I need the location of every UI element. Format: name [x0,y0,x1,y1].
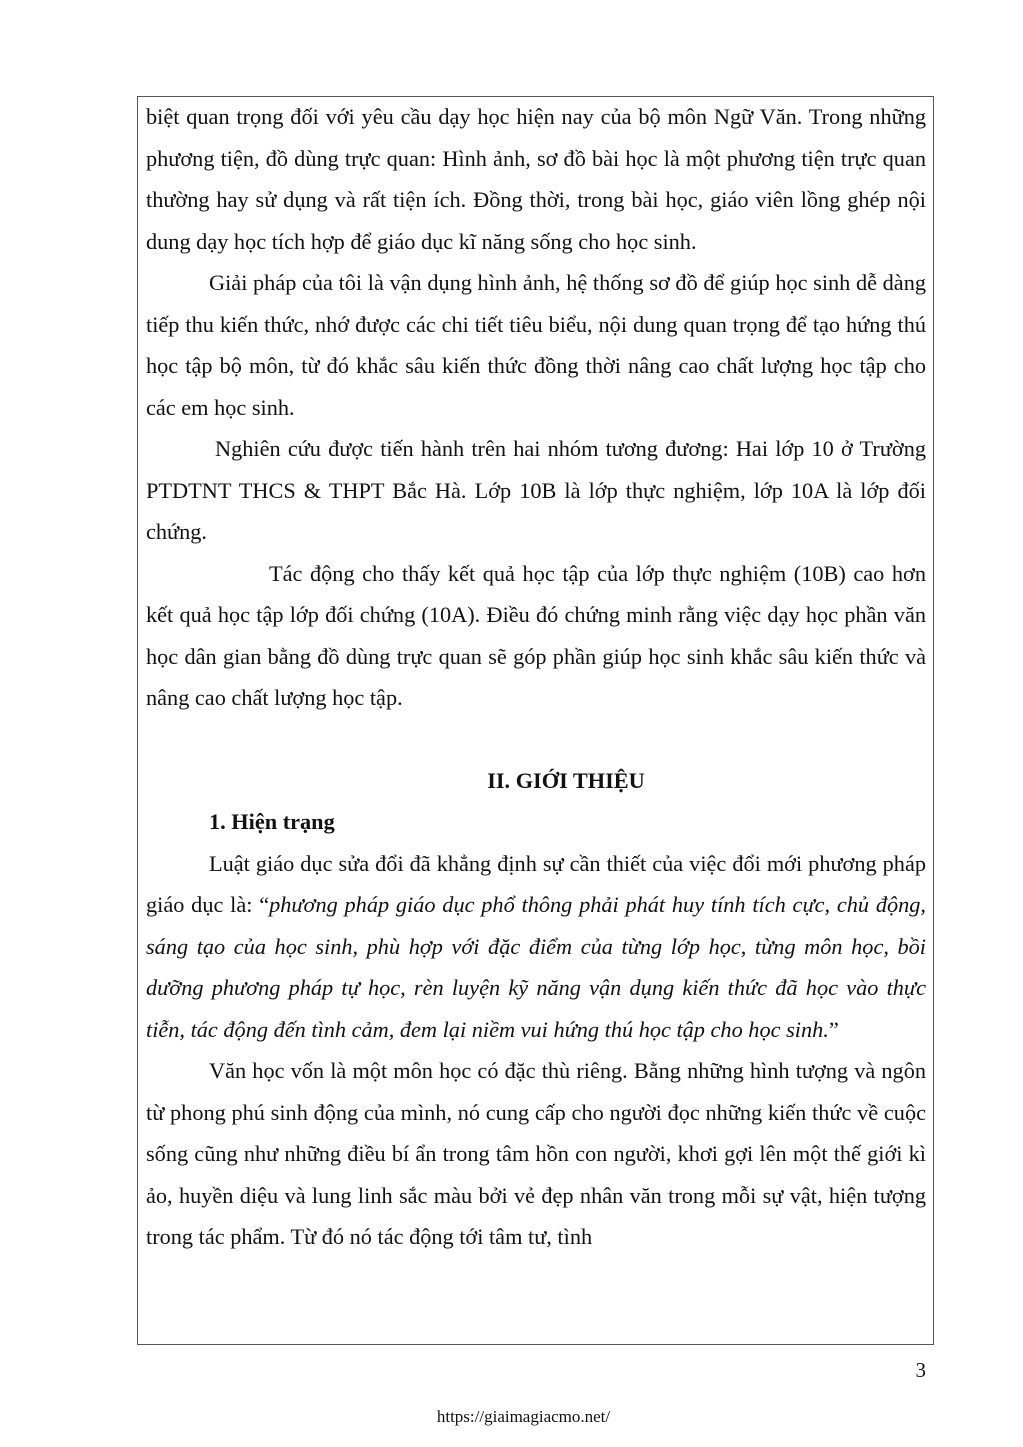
paragraph-5-end: ” [828,1016,839,1042]
subsection-heading: 1. Hiện trạng [209,809,335,834]
paragraph-1: biệt quan trọng đối với yêu cầu dạy học hiện nay của bộ môn Ngữ Văn. Trong những phương tiện, đồ dùng trực quan: Hình ảnh, sơ đồ bài học là một phương tiện trực quan thường hay sử dụng và rất tiện ích. Đồng thời, trong bài học, giáo viên lồng ghép nội dung dạy học tích hợp để giáo dục kĩ năng sống cho học sinh. [146,104,926,254]
paragraph-5-quote: phương pháp giáo dục phổ thông phải phát huy tính tích cực, chủ động, sáng tạo của học sinh, phù hợp với đặc điểm của từng lớp học, từng môn học, bồi dưỡng phương pháp tự học, rèn luyện kỹ năng vận dụng kiến thức đã học vào thực tiễn, tác động đến tình cảm, đem lại niềm vui hứng thú học tập cho học sinh. [146,892,926,1042]
paragraph-5-intro: Luật giáo dục sửa đổi đã khẳng định sự cần thiết của việc đổi mới phương pháp giáo dục là: “ [146,850,926,917]
paragraph-5 [146,843,926,1051]
spacer [146,719,926,760]
page-number: 3 [915,1358,926,1382]
section-heading: II. GIỚI THIỆU [487,767,645,793]
paragraph-6: Văn học vốn là một môn học có đặc thù riêng. Bằng những hình tượng và ngôn từ phong phú sinh động của mình, nó cung cấp cho người đọc những kiến thức về cuộc sống cũng như những điều bí ẩn trong tâm hồn con người, khơi gợi lên một thế giới kì ảo, huyền diệu và lung linh sắc màu bởi vẻ đẹp nhân văn trong mỗi sự vật, hiện tượng trong tác phẩm. Từ đó nó tác động tới tâm tư, tình [146,1058,926,1249]
footer-url-link[interactable]: https://giaimagiacmo.net/ [436,1407,611,1426]
paragraph-4: Tác động cho thấy kết quả học tập của lớp thực nghiệm (10B) cao hơn kết quả học tập lớp đối chứng (10A). Điều đó chứng minh rằng việc dạy học phần văn học dân gian bằng đồ dùng trực quan sẽ góp phần giúp học sinh khắc sâu kiến thức và nâng cao chất lượng học tập. [146,560,926,710]
paragraph-2: Giải pháp của tôi là vận dụng hình ảnh, hệ thống sơ đồ để giúp học sinh dễ dàng tiếp thu kiến thức, nhớ được các chi tiết tiêu biểu, nội dung quan trọng để tạo hứng thú học tập bộ môn, từ đó khắc sâu kiến thức đồng thời nâng cao chất lượng học tập cho các em học sinh. [146,270,926,420]
paragraph-3: Nghiên cứu được tiến hành trên hai nhóm tương đương: Hai lớp 10 ở Trường PTDTNT THCS & THPT Bắc Hà. Lớp 10B là lớp thực nghiệm, lớp 10A là lớp đối chứng. [146,436,926,544]
document-body [146,96,926,1258]
